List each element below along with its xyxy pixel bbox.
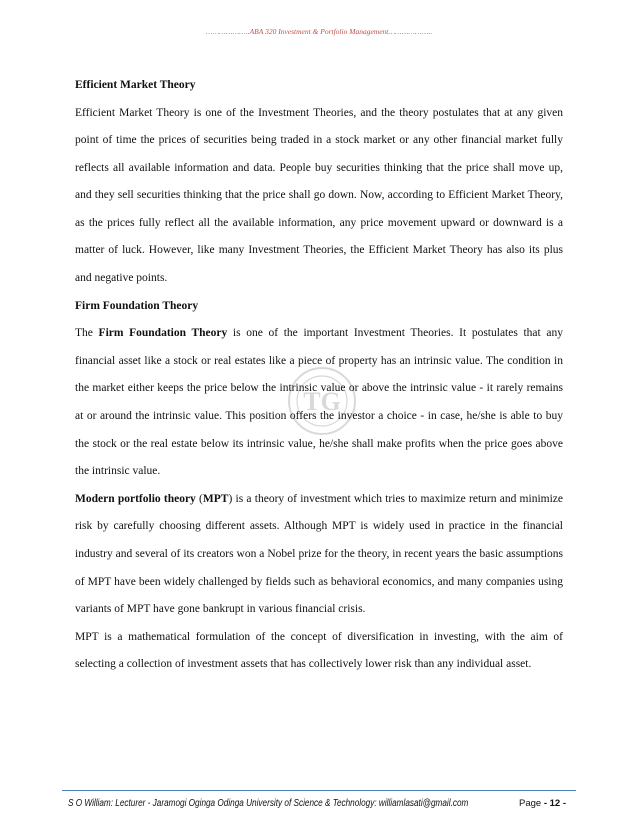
running-header: ………………..ABA 320 Investment & Portfolio Management……………….. xyxy=(205,27,433,36)
svg-text:TG: TG xyxy=(303,387,341,416)
mpt-paren: ( xyxy=(195,492,203,505)
footer-rule xyxy=(62,790,576,791)
paragraph-efficient-market: Efficient Market Theory is one of the Investment Theories, and the theory postulates that at any given point of time the prices of securities being traded in a stock market or any other financial market fully reflects all available information and data. People buy securities thinking that the price shall move up, and they sell securities thinking that the price shall go down. Now, according to Efficient Market Theory, as the prices fully reflect all the available information, any price movement upward or downward is a matter of luck. However, like many Investment Theories, the Efficient Market Theory has also its plus and negative points. xyxy=(75,106,563,285)
page-number-value: - 12 - xyxy=(543,798,566,809)
fft-body-text: is one of the important Investment Theories. It postulates that any financial asset like a stock or real estates like a piece of property has an intrinsic value. The condition in the market either keeps the price below the intrinsic value or above the intrinsic value - it rarely remains at or around the intrinsic value. This position offers the investor a choice - in case, he/she is able to buy the stock or the real estate below its intrinsic value, he/she shall make profits when the price goes above the intrinsic value. xyxy=(75,327,563,478)
mpt-bold-term: Modern portfolio theory xyxy=(75,492,196,505)
mpt-abbrev: MPT xyxy=(202,492,229,505)
section-heading-firm-foundation: Firm Foundation Theory xyxy=(75,299,199,312)
fft-intro-text: The xyxy=(75,327,99,340)
section-heading-efficient-market: Efficient Market Theory xyxy=(75,79,196,91)
mpt-body-text: ) is a theory of investment which tries to maximize return and minimize risk by carefully choosing different assets. Although MPT is widely used in practice in the financial industry and several of its creators won a Nobel prize for the theory, in recent years the basic assumptions of MPT have been widely challenged by fields such as behavioral economics, and many companies using variants of MPT have gone bankrupt in various financial crisis. xyxy=(75,492,563,616)
paragraph-modern-portfolio xyxy=(75,486,563,624)
paragraph-mpt-diversification: MPT is a mathematical formulation of the concept of diversification in investing, with the aim of selecting a collection of investment assets that has collectively lower risk than any individual asset. xyxy=(75,630,563,671)
page-label: Page xyxy=(518,798,542,809)
page-number xyxy=(519,798,566,809)
fft-bold-term: Firm Foundation Theory xyxy=(98,327,228,340)
footer-author: S O William: Lecturer - Jaramogi Oginga Odinga University of Science & Technology: williamlasati@gmail.com xyxy=(68,798,469,809)
page-body xyxy=(75,72,563,679)
paragraph-firm-foundation xyxy=(75,320,563,486)
